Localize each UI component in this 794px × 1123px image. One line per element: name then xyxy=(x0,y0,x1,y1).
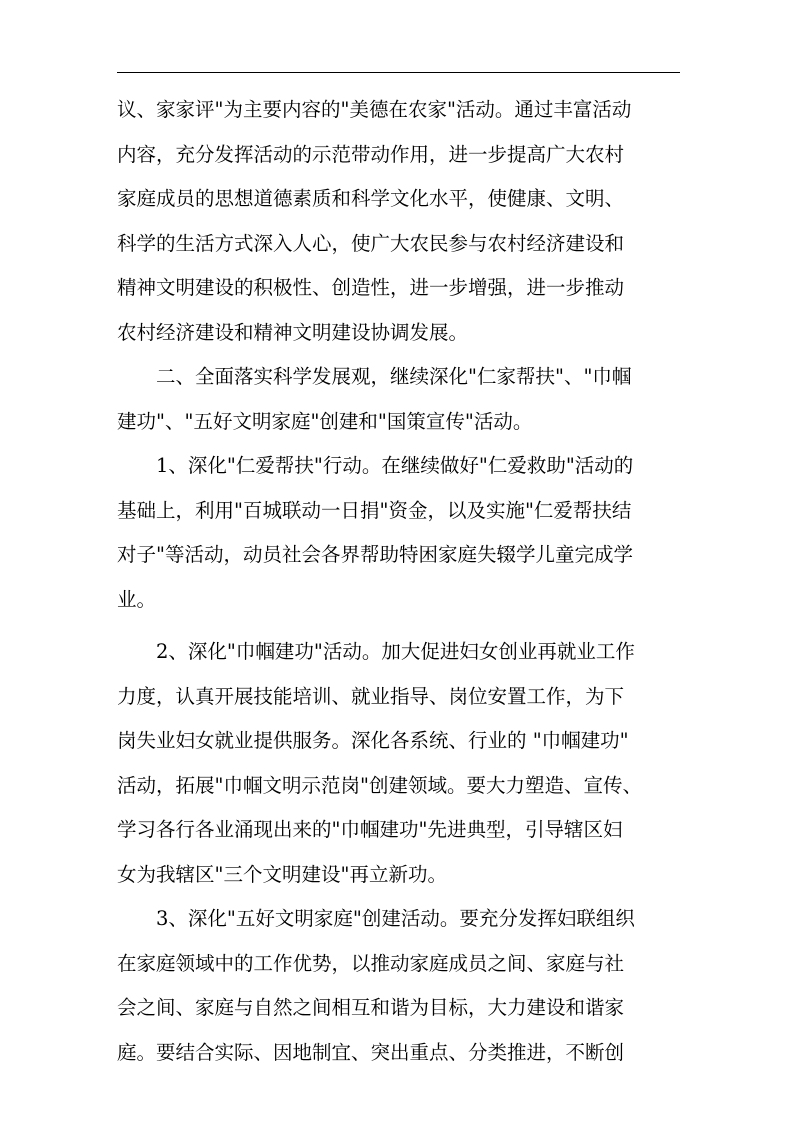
text-line: 在家庭领域中的工作优势，以推动家庭成员之间、家庭与社 xyxy=(117,951,625,975)
text-line: 会之间、家庭与自然之间相互和谐为目标，大力建设和谐家 xyxy=(117,996,625,1019)
header-rule xyxy=(117,72,680,73)
text-line: 基础上，利用"百城联动一日捐"资金，以及实施"仁爱帮扶结 xyxy=(117,498,632,522)
document-body xyxy=(117,88,680,1075)
text-line: 女为我辖区"三个文明建设"再立新功。 xyxy=(117,862,447,886)
text-line: 3、深化"五好文明家庭"创建活动。要充分发挥妇联组织 xyxy=(156,907,635,930)
text-line: 内容，充分发挥活动的示范带动作用，进一步提高广大农村 xyxy=(117,142,625,166)
text-line: 业。 xyxy=(117,587,157,611)
text-line: 家庭成员的思想道德素质和科学文化水平，使健康、文明、 xyxy=(117,187,625,210)
text-line: 精神文明建设的积极性、创造性，进一步增强，进一步推动 xyxy=(117,276,625,299)
text-line: 2、深化"巾帼建功"活动。加大促进妇女创业再就业工作 xyxy=(156,640,635,663)
text-line: 对子"等活动，动员社会各界帮助特困家庭失辍学儿童完成学 xyxy=(117,543,633,566)
text-line: 活动，拓展"巾帼文明示范岗"创建领域。要大力塑造、宣传、 xyxy=(117,773,642,797)
text-line: 科学的生活方式深入人心，使广大农民参与农村经济建设和 xyxy=(117,231,625,255)
paragraph-gap xyxy=(117,622,680,630)
text-line: 学习各行各业涌现出来的"巾帼建功"先进典型，引导辖区妇 xyxy=(117,818,623,841)
text-line: 庭。要结合实际、因地制宜、突出重点、分类推进，不断创 xyxy=(117,1040,625,1064)
text-line: 议、家家评"为主要内容的"美德在农家"活动。通过丰富活动 xyxy=(117,98,632,121)
text-line: 1、深化"仁爱帮扶"行动。在继续做好"仁爱救助"活动的 xyxy=(156,454,634,477)
section-heading-line: 二、全面落实科学发展观，继续深化"仁家帮扶"、"巾帼 xyxy=(156,365,632,388)
text-line: 力度，认真开展技能培训、就业指导、岗位安置工作，为下 xyxy=(117,684,625,708)
section-heading-line: 建功"、"五好文明家庭"创建和"国策宣传"活动。 xyxy=(117,409,533,433)
text-line: 岗失业妇女就业提供服务。深化各系统、行业的 "巾帼建功" xyxy=(117,729,629,752)
text-line: 农村经济建设和精神文明建设协调发展。 xyxy=(117,320,469,344)
